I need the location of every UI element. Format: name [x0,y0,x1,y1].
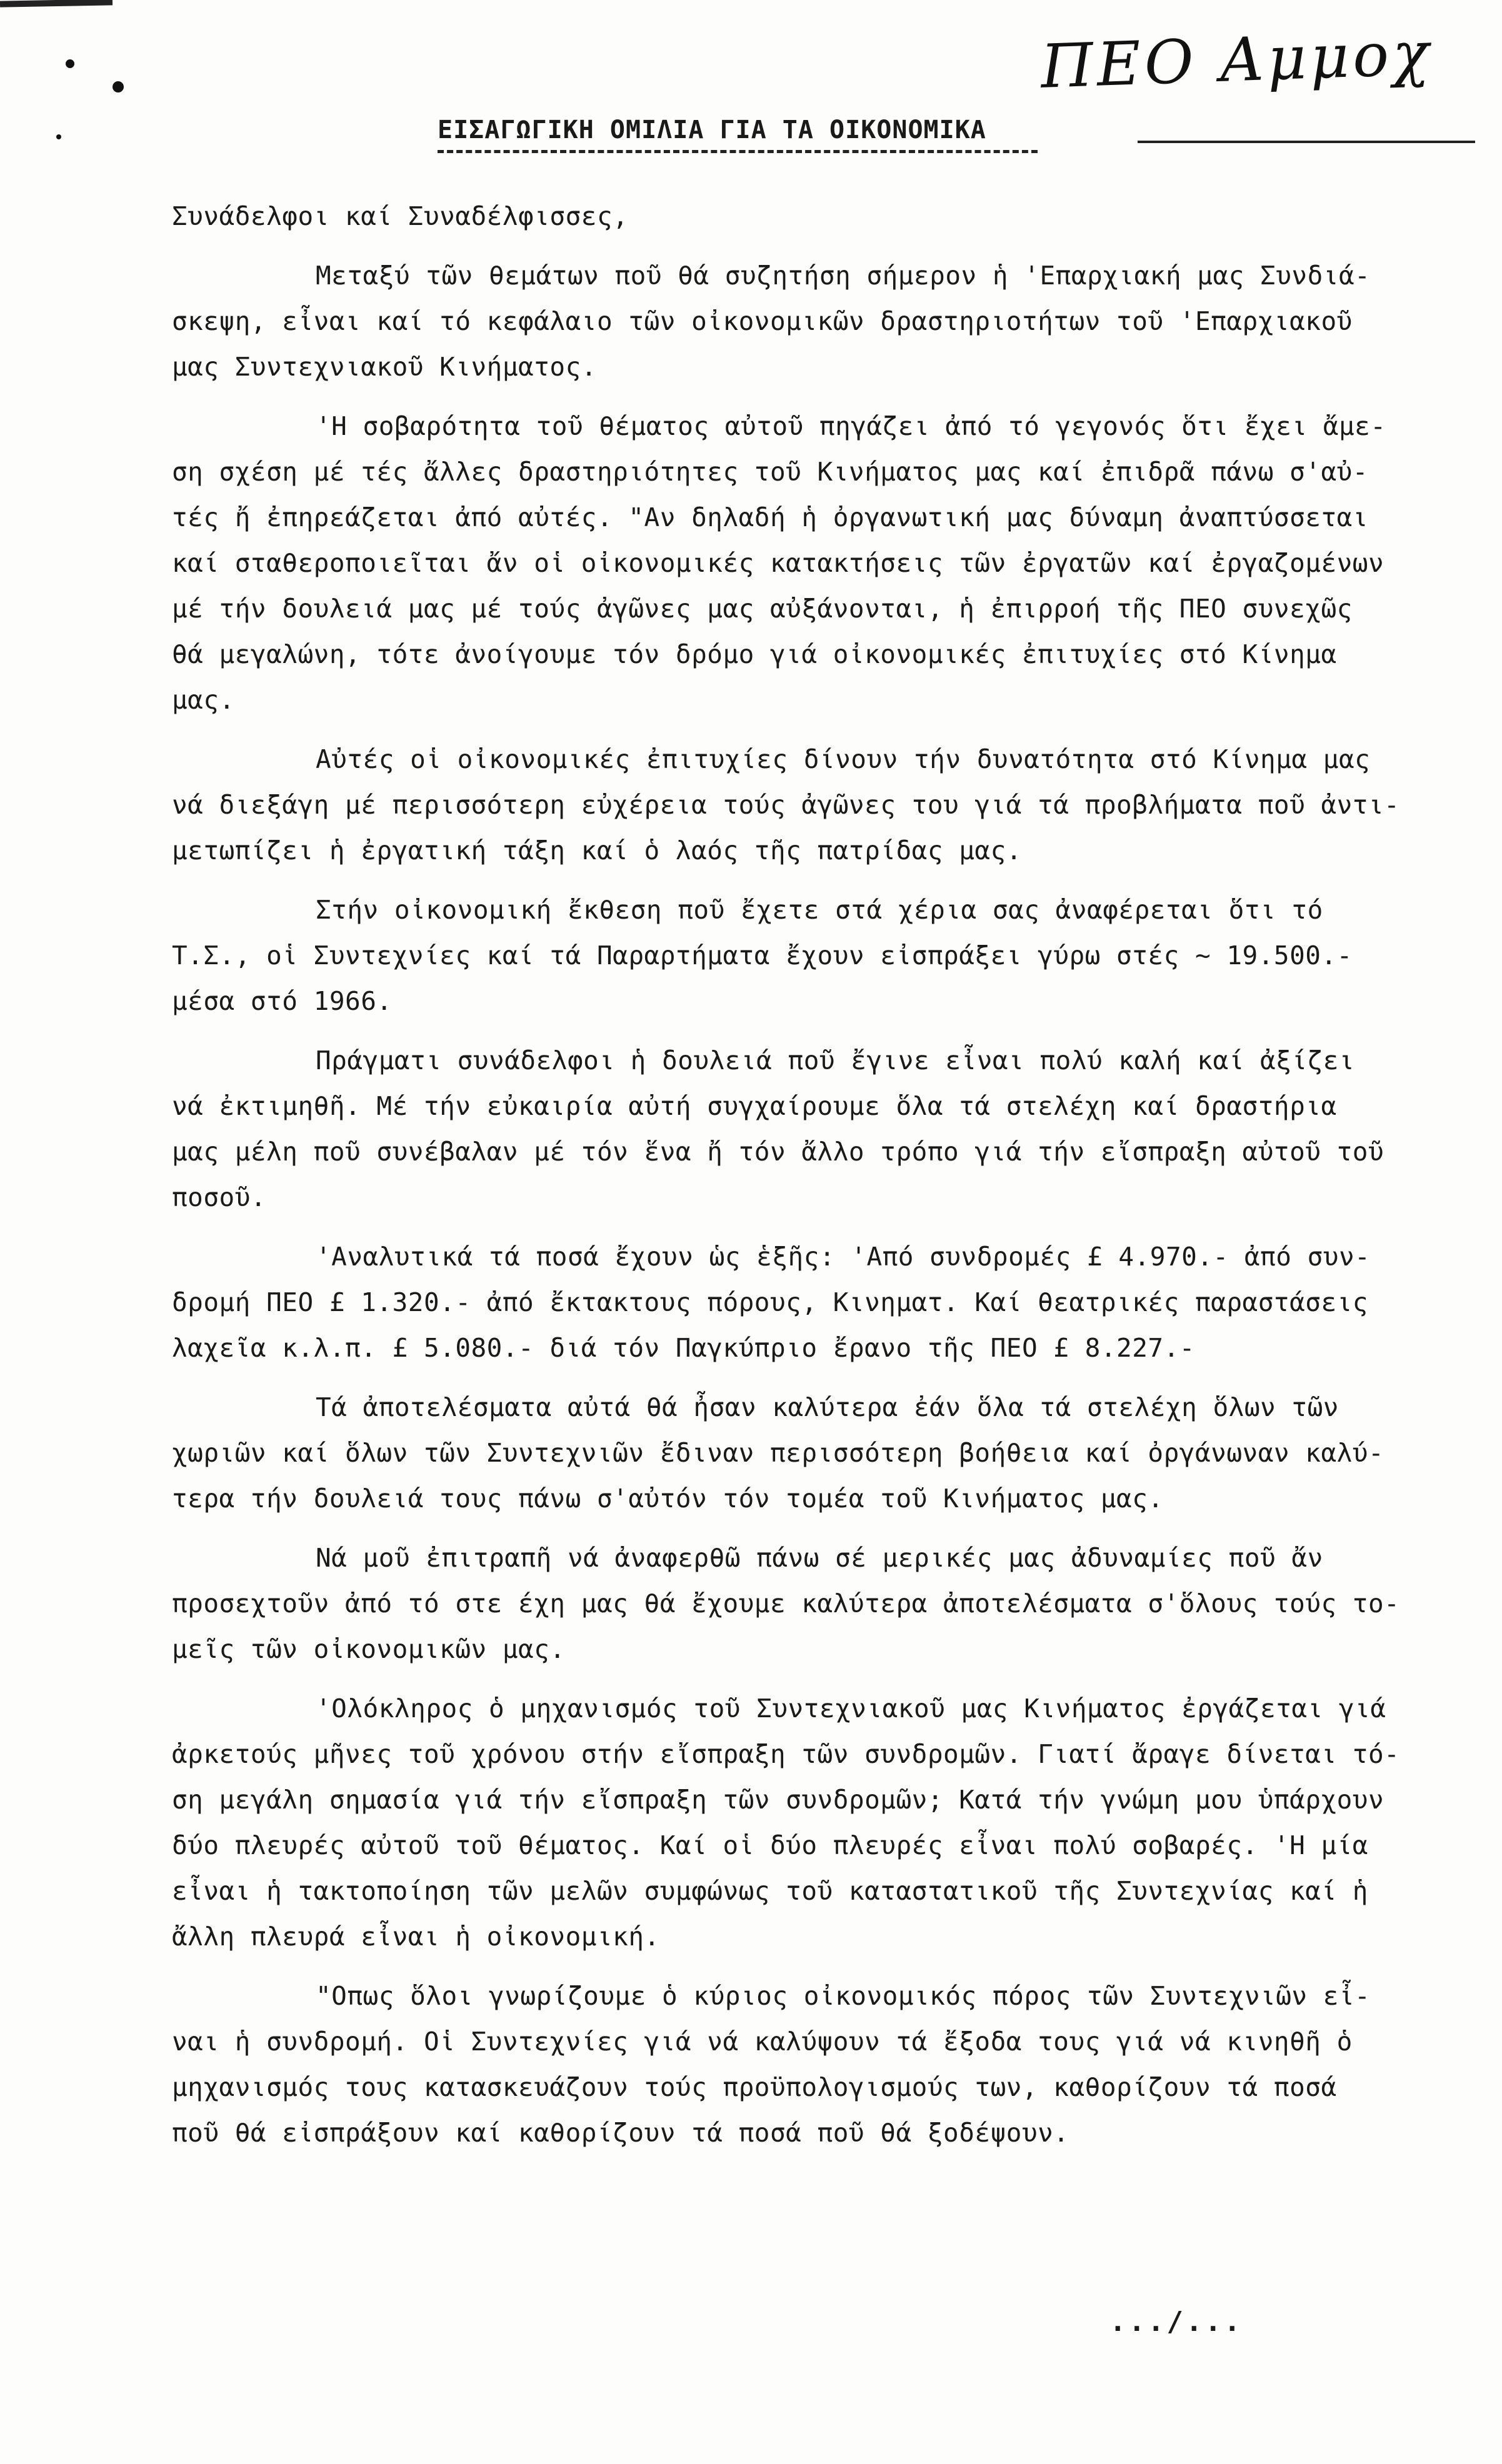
salutation: Συνάδελφοι καί Συναδέλφισσες, [172,201,629,231]
text-line: Αὐτές οἱ οἰκονομικές ἐπιτυχίες δίνουν τήν δυνατότητα στό Κίνημα μας [316,744,1371,774]
text-line: δρομή ΠΕΟ £ 1.320.- ἀπό ἔκτακτους πόρους, Κινηματ. Καί θεατρικές παραστάσεις [172,1287,1368,1317]
paragraph [172,1385,1453,1522]
paragraph [172,1535,1453,1672]
text-line: Τά ἀποτελέσματα αὐτά θά ἦσαν καλύτερα ἐάν ὅλα τά στελέχη ὅλων τῶν [316,1392,1339,1422]
text-line: τερα τήν δουλειά τους πάνω σ'αὐτόν τόν τομέα τοῦ Κινήματος μας. [172,1484,1164,1514]
text-line: Μεταξύ τῶν θεμάτων ποῦ θά συζητήση σήμερον ἡ 'Επαρχιακή μας Συνδιά- [316,261,1371,291]
paragraph-gap [172,1371,1453,1385]
text-line: Νά μοῦ ἐπιτραπῆ νά ἀναφερθῶ πάνω σέ μερικές μας ἀδυναμίες ποῦ ἄν [316,1543,1323,1573]
text-line: ποσοῦ. [172,1182,267,1212]
text-line: ἄλλη πλευρά εἶναι ἡ οἰκονομική. [172,1922,660,1952]
document-title: ΕΙΣΑΓΩΓΙΚΗ ΟΜΙΛΙΑ ΓΙΑ ΤΑ ΟΙΚΟΝΟΜΙΚΑ [438,116,986,144]
paragraph-gap [172,1024,1453,1038]
text-line: μεῖς τῶν οἰκονομικῶν μας. [172,1634,566,1664]
scan-edge-mark [0,0,113,7]
text-line: Στήν οἰκονομική ἔκθεση ποῦ ἔχετε στά χέρια σας ἀναφέρεται ὅτι τό [316,895,1323,925]
scan-dot [113,81,124,92]
text-line: νά διεξάγη μέ περισσότερη εὐχέρεια τούς ἀγῶνες του γιά τά προβλήματα ποῦ ἀντι- [172,790,1400,820]
text-line: μετωπίζει ἡ ἐργατική τάξη καί ὁ λαός τῆς πατρίδας μας. [172,835,1022,865]
paragraph [172,253,1453,390]
text-line: ποῦ θά εἰσπράξουν καί καθορίζουν τά ποσά ποῦ θά ξοδέψουν. [172,2118,1069,2148]
text-line: μας μέλη ποῦ συνέβαλαν μέ τόν ἕνα ἤ τόν ἄλλο τρόπο γιά τήν εἴσπραξη αὐτοῦ τοῦ [172,1137,1384,1167]
scan-dot [66,59,74,68]
document-body [172,194,1453,2156]
paragraph-gap [172,1522,1453,1535]
paragraph [172,1234,1453,1371]
paragraph-gap [172,874,1453,887]
text-line: ἀρκετούς μῆνες τοῦ χρόνου στήν εἴσπραξη τῶν συνδρομῶν. Γιατί ἄραγε δίνεται τό- [172,1739,1400,1769]
text-line: προσεχτοῦν ἀπό τό στε έχη μας θά ἔχουμε καλύτερα ἀποτελέσματα σ'ὅλους τούς το- [172,1589,1400,1619]
text-line: ση σχέση μέ τές ἄλλες δραστηριότητες τοῦ Κινήματος μας καί ἐπιδρᾶ πάνω σ'αὐ- [172,457,1368,487]
text-line: εἶναι ἡ τακτοποίηση τῶν μελῶν συμφώνως τοῦ καταστατικοῦ τῆς Συντεχνίας καί ἡ [172,1876,1368,1906]
text-line: Τ.Σ., οἱ Συντεχνίες καί τά Παραρτήματα ἔχουν εἰσπράξει γύρω στές ~ 19.500.- [172,940,1353,970]
handwritten-note: ΠΕΟ Αμμοχ [1039,18,1434,102]
text-line: 'Ολόκληρος ὁ μηχανισμός τοῦ Συντεχνιακοῦ μας Κινήματος ἐργάζεται γιά [316,1693,1386,1723]
text-line: 'Η σοβαρότητα τοῦ θέματος αὐτοῦ πηγάζει ἀπό τό γεγονός ὅτι ἔχει ἄμε- [316,411,1386,441]
text-line: καί σταθεροποιεῖται ἄν οἱ οἰκονομικές κατακτήσεις τῶν ἐργατῶν καί ἐργαζομένων [172,548,1384,578]
paragraph [172,737,1453,874]
text-line: δύο πλευρές αὐτοῦ τοῦ θέματος. Καί οἱ δύο πλευρές εἶναι πολύ σοβαρές. 'Η μία [172,1830,1368,1860]
paragraph-gap [172,1960,1453,1973]
paragraph-gap [172,390,1453,404]
text-line: λαχεῖα κ.λ.π. £ 5.080.- διά τόν Παγκύπριο ἔρανο τῆς ΠΕΟ £ 8.227.- [172,1333,1195,1363]
text-line: "Οπως ὅλοι γνωρίζουμε ὁ κύριος οἰκονομικός πόρος τῶν Συντεχνιῶν εἶ- [316,1981,1371,2011]
handwritten-underline [1138,141,1475,143]
text-line: μας. [172,685,235,715]
paragraph-gap [172,1672,1453,1686]
text-line: μέ τήν δουλειά μας μέ τούς ἀγῶνες μας αὐξάνονται, ἡ ἐπιρροή τῆς ΠΕΟ συνεχῶς [172,594,1353,624]
text-line: 'Αναλυτικά τά ποσά ἔχουν ὡς ἑξῆς: 'Από συνδρομές £ 4.970.- ἀπό συν- [316,1242,1371,1272]
text-line: ση μεγάλη σημασία γιά τήν εἴσπραξη τῶν συνδρομῶν; Κατά τήν γνώμη μου ὑπάρχουν [172,1785,1384,1815]
title-underline [438,150,1038,153]
paragraph-gap [172,723,1453,737]
text-line: μέσα στό 1966. [172,986,393,1016]
text-line: τές ἤ ἐπηρεάζεται ἀπό αὐτές. "Αν δηλαδή ἡ ὀργανωτική μας δύναμη ἀναπτύσσεται [172,502,1368,532]
text-line: ναι ἡ συνδρομή. Οἱ Συντεχνίες γιά νά καλύψουν τά ἔξοδα τους γιά νά κινηθῆ ὁ [172,2027,1353,2057]
text-line: νά ἐκτιμηθῆ. Μέ τήν εὐκαιρία αὐτή συγχαίρουμε ὅλα τά στελέχη καί δραστήρια [172,1091,1337,1121]
text-line: χωριῶν καί ὅλων τῶν Συντεχνιῶν ἔδιναν περισσότερη βοήθεια καί ὀργάνωναν καλύ- [172,1438,1384,1468]
text-line: σκεψη, εἶναι καί τό κεφάλαιο τῶν οἰκονομικῶν δραστηριοτήτων τοῦ 'Επαρχιακοῦ [172,306,1353,336]
paragraph-gap [172,239,1453,253]
paragraph [172,404,1453,723]
paragraph-gap [172,1220,1453,1234]
text-line: Πράγματι συνάδελφοι ἡ δουλειά ποῦ ἔγινε εἶναι πολύ καλή καί ἀξίζει [316,1045,1355,1075]
paragraph [172,1973,1453,2156]
text-line: θά μεγαλώνη, τότε ἀνοίγουμε τόν δρόμο γιά οἰκονομικές ἐπιτυχίες στό Κίνημα [172,639,1337,669]
paragraph [172,1686,1453,1960]
paragraph [172,1038,1453,1220]
text-line: μας Συντεχνιακοῦ Κινήματος. [172,352,597,382]
paragraph [172,887,1453,1024]
continuation-mark: .../... [1109,2306,1243,2338]
scan-dot [56,134,61,139]
text-line: μηχανισμός τους κατασκευάζουν τούς προϋπολογισμούς των, καθορίζουν τά ποσά [172,2072,1337,2102]
